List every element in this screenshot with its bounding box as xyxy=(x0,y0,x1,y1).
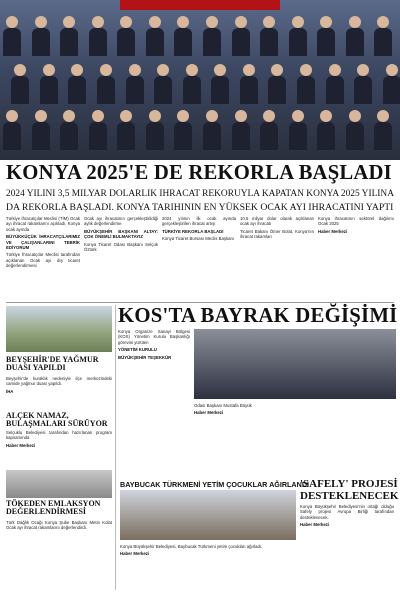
person-silhouette xyxy=(32,28,50,56)
person-head xyxy=(320,16,332,28)
person-head xyxy=(177,16,189,28)
person-head xyxy=(92,110,104,122)
main-headline: KONYA 2025'E DE REKORLA BAŞLADI xyxy=(6,162,392,184)
column-divider xyxy=(115,305,116,590)
person-head xyxy=(14,64,26,76)
person-silhouette xyxy=(260,28,278,56)
person-silhouette xyxy=(60,28,78,56)
photo-banner xyxy=(120,0,280,10)
person-head xyxy=(292,16,304,28)
crowd-back-row xyxy=(0,14,400,54)
person-silhouette xyxy=(146,122,164,150)
person-head xyxy=(235,110,247,122)
person-head xyxy=(149,16,161,28)
crowd-middle-row xyxy=(0,62,400,102)
main-article-col4: 10,5 milyar dolar olarak açıklanan ocak ayı ihracatı Ticaret Bakanı Ömer Bolat, Konya'nın ihracat rakamları xyxy=(240,216,314,240)
person-head xyxy=(349,16,361,28)
kos-title: KOS'TA BAYRAK DEĞİŞİMİ xyxy=(118,304,398,327)
beysehir-title: BEYŞEHİR'DE YAĞMUR DUASI YAPILDI xyxy=(6,355,99,373)
person-silhouette xyxy=(374,28,392,56)
person-silhouette xyxy=(346,28,364,56)
person-silhouette xyxy=(68,76,86,104)
person-head xyxy=(120,16,132,28)
kos-photo-area xyxy=(118,329,400,416)
person-silhouette xyxy=(174,28,192,56)
main-article-col2: Ocak ayı ihracatının gerçekleştirildiği aylık değerlendirme BÜYÜKŞEHİR BAŞKANI ALTAY: ÇOK ÖNEMLİ BULMAKTAYIZ Konya Ticaret Odası Başkanı Selçuk Öztürk xyxy=(84,216,158,253)
person-silhouette xyxy=(203,28,221,56)
tokeden-body: Türk Dağlık Ocağı Konya Şube Başkanı Metin Kolat Ocak ayı ihracat rakamlarını değerlendirdi. xyxy=(6,520,112,531)
person-head xyxy=(357,64,369,76)
section-divider xyxy=(6,302,394,303)
crowd-front-row xyxy=(0,108,400,148)
person-head xyxy=(235,16,247,28)
person-head xyxy=(63,16,75,28)
tokeden-photo xyxy=(6,470,112,498)
person-silhouette xyxy=(89,122,107,150)
person-silhouette xyxy=(3,122,21,150)
person-silhouette xyxy=(183,76,201,104)
person-head xyxy=(271,64,283,76)
beysehir-photo xyxy=(6,306,112,352)
person-silhouette xyxy=(203,122,221,150)
person-silhouette xyxy=(60,122,78,150)
person-head xyxy=(6,16,18,28)
alcek-body: Selçuklu Belediyesi tarafından hazırlanan program kapsamında Haber Merkezi xyxy=(6,430,112,448)
person-silhouette xyxy=(211,76,229,104)
person-head xyxy=(6,110,18,122)
person-silhouette xyxy=(289,122,307,150)
person-head xyxy=(263,16,275,28)
person-head xyxy=(349,110,361,122)
person-head xyxy=(263,110,275,122)
person-silhouette xyxy=(232,28,250,56)
person-silhouette xyxy=(317,28,335,56)
kos-text-col1: Konya Organize Sanayi Bölgesi (KOS) Yönetim Kurulu Başkanlığı görevini yürüten YÖNETİM KURULU BÜYÜKŞEHİR TEŞEKKÜR xyxy=(118,329,190,360)
person-silhouette xyxy=(117,122,135,150)
safely-title: 'SAFELY' PROJESİ DESTEKLENECEK xyxy=(300,478,399,502)
person-silhouette xyxy=(260,122,278,150)
main-subhead-line1: 2024 YILINI 3,5 MILYAR DOLARLIK IHRACAT REKORUYLA KAPATAN KONYA 2025 YILINA xyxy=(6,189,394,199)
baybucak-title: BAYBUCAK TÜRKMENİ YETİM ÇOCUKLAR AĞIRLANDI xyxy=(120,480,310,489)
person-head xyxy=(35,16,47,28)
person-head xyxy=(320,110,332,122)
person-silhouette xyxy=(3,28,21,56)
beysehir-body: Beyşehir'de kuraklık nedeniyle ilçe merkezindeki camide yağmur duası yapıldı. İHA xyxy=(6,376,112,394)
kos-group-photo xyxy=(194,329,396,399)
baybucak-photo xyxy=(120,490,296,540)
main-article-col5: Konya ihracatının sektörel dağılımı Ocak 2025 Haber Merkezi xyxy=(318,216,394,234)
person-silhouette xyxy=(232,122,250,150)
person-head xyxy=(157,64,169,76)
person-silhouette xyxy=(326,76,344,104)
person-head xyxy=(35,110,47,122)
tokeden-title: TÖKEDEN EMLAKSYON DEĞERLENDİRMESİ xyxy=(6,499,101,517)
person-head xyxy=(177,110,189,122)
person-head xyxy=(243,64,255,76)
person-head xyxy=(377,16,389,28)
person-silhouette xyxy=(146,28,164,56)
person-head xyxy=(120,110,132,122)
person-head xyxy=(43,64,55,76)
person-silhouette xyxy=(89,28,107,56)
person-head xyxy=(186,64,198,76)
person-silhouette xyxy=(289,28,307,56)
person-head xyxy=(129,64,141,76)
person-silhouette xyxy=(268,76,286,104)
person-silhouette xyxy=(32,122,50,150)
person-head xyxy=(214,64,226,76)
person-silhouette xyxy=(174,122,192,150)
person-head xyxy=(329,64,341,76)
person-silhouette xyxy=(154,76,172,104)
person-silhouette xyxy=(374,122,392,150)
person-silhouette xyxy=(297,76,315,104)
person-head xyxy=(300,64,312,76)
person-silhouette xyxy=(11,76,29,104)
person-silhouette xyxy=(354,76,372,104)
person-head xyxy=(149,110,161,122)
person-head xyxy=(100,64,112,76)
person-silhouette xyxy=(97,76,115,104)
main-subhead-line2: DA REKORLA BAŞLADI. KONYA TARIHININ EN YÜKSEK OCAK AYI IHRACATINI YAPTI xyxy=(6,202,394,213)
group-photo xyxy=(0,0,400,160)
person-head xyxy=(92,16,104,28)
person-head xyxy=(71,64,83,76)
person-silhouette xyxy=(117,28,135,56)
main-article-col3: 2024 yılının ilk ocak ayında gerçekleştirilen ihracat artışı TÜRKİYE REKORLA BAŞLADI Konya Ticaret Borsası Meclis Başkanı xyxy=(162,216,236,242)
person-head xyxy=(377,110,389,122)
kos-text-col2: Odası Başkanı Mustafa Büyük Haber Merkezi xyxy=(194,403,252,416)
person-silhouette xyxy=(346,122,364,150)
person-head xyxy=(63,110,75,122)
person-head xyxy=(386,64,398,76)
person-head xyxy=(292,110,304,122)
person-head xyxy=(206,110,218,122)
alcek-title: ALÇEK NAMAZ, BULAŞMALARI SÜRÜYOR xyxy=(6,411,108,429)
main-article-col1: Türkiye İhracatçılar Meclisi (TİM) Ocak ayı ihracat rakamlarını açıkladı. Konya ocak ayında BÜYÜKKÜÇÜK İHRACATÇILARIMIZ VE ÇALIŞANLARINI TEBRİK EDİYORUM Türkiye İhracatçılar Meclisi tarafından açıklanan Ocak ayı dış ticaret değerlendirmesi xyxy=(6,216,80,269)
person-silhouette xyxy=(40,76,58,104)
person-silhouette xyxy=(383,76,400,104)
baybucak-body: Konya Büyükşehir Belediyesi, Baybucak Türkmeni yetim çocukları ağırladı. Haber Merkezi xyxy=(120,544,263,557)
person-head xyxy=(206,16,218,28)
safely-body: Konya Büyükşehir Belediyesi'nin ortağı olduğu Safely projesi Avrupa Birliği tarafından desteklenecek. Haber Merkezi xyxy=(300,504,394,528)
person-silhouette xyxy=(240,76,258,104)
person-silhouette xyxy=(317,122,335,150)
person-silhouette xyxy=(126,76,144,104)
